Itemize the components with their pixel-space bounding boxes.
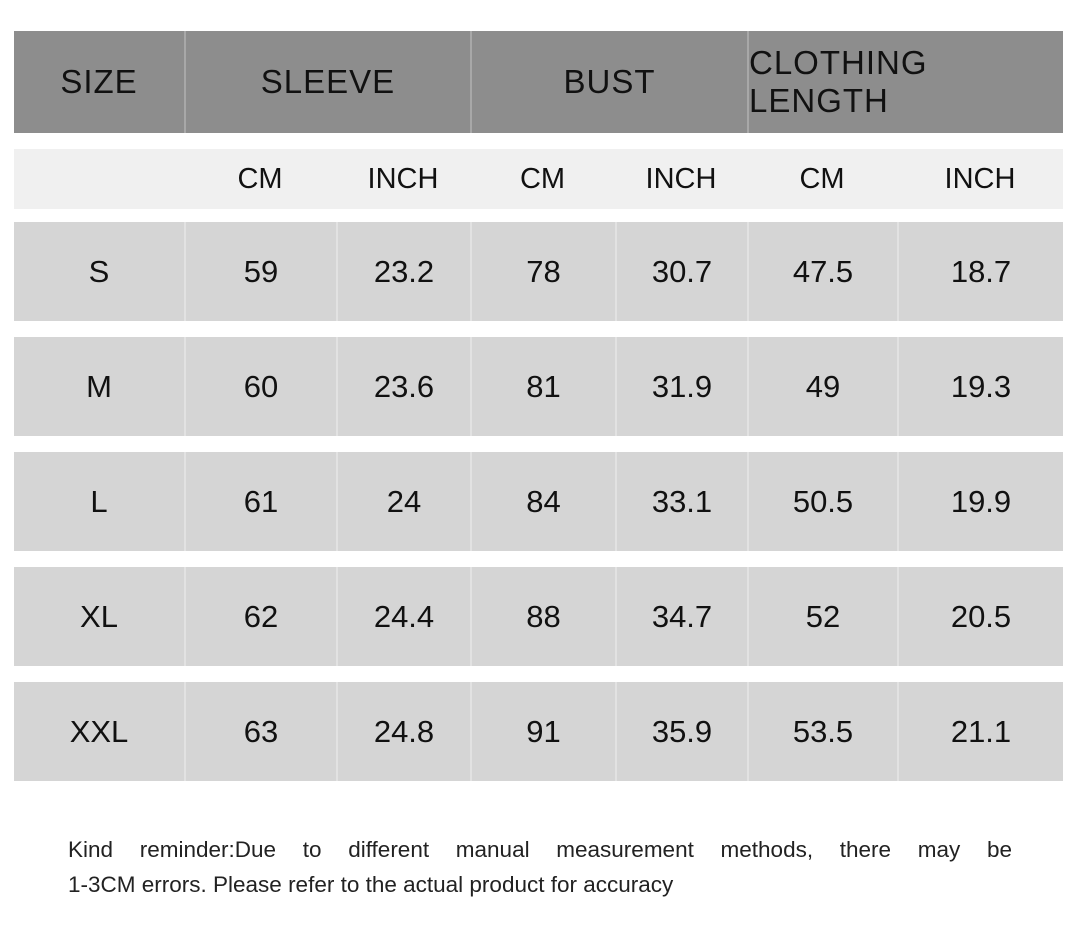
table-row-xl [14,567,1063,666]
value-cell: 53.5 [747,682,897,781]
value-cell: 18.7 [897,222,1063,321]
value-cell: 81 [470,337,615,436]
value-cell: 34.7 [615,567,747,666]
header-cell-bust: BUST [470,31,747,133]
value-cell: 60 [184,337,336,436]
value-cell: 52 [747,567,897,666]
value-cell: 33.1 [615,452,747,551]
table-unit-row [14,149,1063,209]
unit-cell-length-inch: INCH [897,149,1063,209]
value-cell: 23.2 [336,222,470,321]
unit-cell-sleeve-cm: CM [184,149,336,209]
table-row-m [14,337,1063,436]
value-cell: 24.8 [336,682,470,781]
note-line-1: Kind reminder:Due to different manual measurement methods, there may be [68,837,1012,862]
value-cell: 24 [336,452,470,551]
kind-reminder-note [68,832,1012,902]
size-cell: L [14,452,184,551]
note-line-2: 1-3CM errors. Please refer to the actual product for accuracy [68,872,674,897]
table-header-row [14,31,1063,133]
value-cell: 24.4 [336,567,470,666]
value-cell: 47.5 [747,222,897,321]
unit-cell-bust-cm: CM [470,149,615,209]
value-cell: 63 [184,682,336,781]
size-cell: S [14,222,184,321]
value-cell: 88 [470,567,615,666]
size-chart-table [14,31,1063,781]
header-cell-size: SIZE [14,31,184,133]
value-cell: 61 [184,452,336,551]
value-cell: 20.5 [897,567,1063,666]
value-cell: 78 [470,222,615,321]
table-row-l [14,452,1063,551]
table-row-s [14,222,1063,321]
value-cell: 59 [184,222,336,321]
value-cell: 21.1 [897,682,1063,781]
table-row-xxl [14,682,1063,781]
value-cell: 84 [470,452,615,551]
value-cell: 50.5 [747,452,897,551]
size-cell: XXL [14,682,184,781]
unit-cell-empty [14,149,184,209]
size-cell: M [14,337,184,436]
unit-cell-sleeve-inch: INCH [336,149,470,209]
value-cell: 49 [747,337,897,436]
value-cell: 62 [184,567,336,666]
value-cell: 19.3 [897,337,1063,436]
value-cell: 23.6 [336,337,470,436]
value-cell: 19.9 [897,452,1063,551]
value-cell: 35.9 [615,682,747,781]
unit-cell-length-cm: CM [747,149,897,209]
size-cell: XL [14,567,184,666]
value-cell: 30.7 [615,222,747,321]
header-cell-clothing-length: CLOTHING LENGTH [747,31,1063,133]
value-cell: 91 [470,682,615,781]
unit-cell-bust-inch: INCH [615,149,747,209]
header-cell-sleeve: SLEEVE [184,31,470,133]
value-cell: 31.9 [615,337,747,436]
